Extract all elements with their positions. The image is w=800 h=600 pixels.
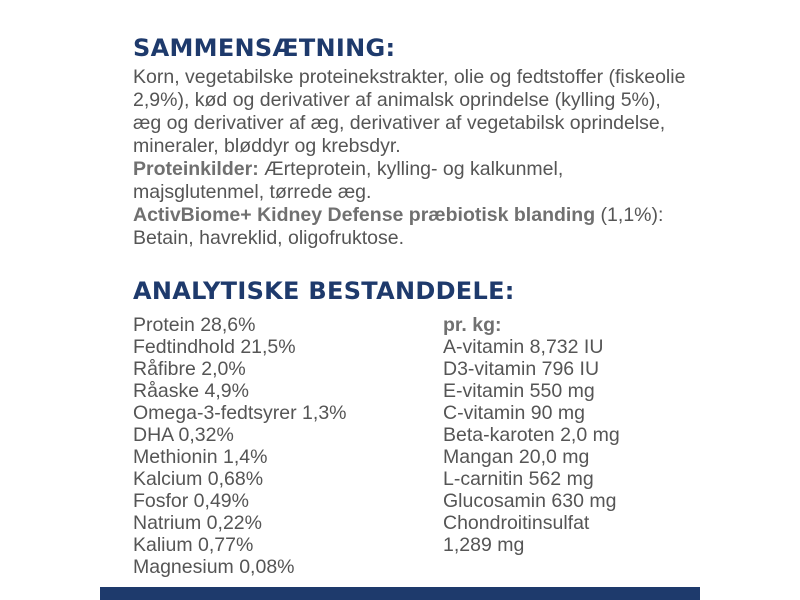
analytical-item: DHA 0,32% [133,424,234,446]
vitamin-item: C-vitamin 90 mg [443,402,585,424]
analytical-right-column [443,314,620,556]
analytical-heading: ANALYTISKE BESTANDDELE: [133,277,515,305]
per-kg-label: pr. kg: [443,314,502,336]
prebiotic-text: (1,1%): Betain, havreklid, oligofruktose. [133,204,664,249]
analytical-item: Kalium 0,77% [133,534,254,556]
composition-text [133,66,693,250]
prebiotic-label: ActivBiome+ Kidney Defense præbiotisk blanding [133,204,596,226]
protein-sources-label: Proteinkilder: [133,158,259,180]
vitamin-item: E-vitamin 550 mg [443,380,595,402]
analytical-item: Råfibre 2,0% [133,358,246,380]
vitamin-item: Glucosamin 630 mg [443,490,617,512]
vitamin-item: Mangan 20,0 mg [443,446,590,468]
analytical-left-column [133,314,347,578]
ingredients-paragraph: Korn, vegetabilske proteinekstrakter, olie og fedtstoffer (fiskeolie 2,9%), kød og derivativer af animalsk oprindelse (kylling 5%), æg og derivativer af æg, derivativer af vegetabilsk oprindelse, mineraler, bløddyr og krebsdyr. [133,66,686,157]
analytical-item: Fedtindhold 21,5% [133,336,296,358]
analytical-item: Protein 28,6% [133,314,256,336]
analytical-item: Methionin 1,4% [133,446,268,468]
analytical-item: Råaske 4,9% [133,380,249,402]
vitamin-item: D3-vitamin 796 IU [443,358,600,380]
vitamin-item: L-carnitin 562 mg [443,468,594,490]
vitamin-item: 1,289 mg [443,534,525,556]
protein-sources-text: Ærteprotein, kylling- og kalkunmel, majsglutenmel, tørrede æg. [133,158,564,203]
prebiotic-paragraph [133,204,693,250]
composition-heading: SAMMENSÆTNING: [133,34,396,62]
analytical-item: Natrium 0,22% [133,512,262,534]
analytical-item: Magnesium 0,08% [133,556,295,578]
vitamin-item: Chondroitinsulfat [443,512,590,534]
analytical-item: Kalcium 0,68% [133,468,264,490]
analytical-item: Fosfor 0,49% [133,490,249,512]
protein-sources-paragraph [133,158,693,204]
analytical-item: Omega-3-fedtsyrer 1,3% [133,402,347,424]
bottom-bar [100,587,700,600]
vitamin-item: A-vitamin 8,732 IU [443,336,604,358]
vitamin-item: Beta-karoten 2,0 mg [443,424,620,446]
